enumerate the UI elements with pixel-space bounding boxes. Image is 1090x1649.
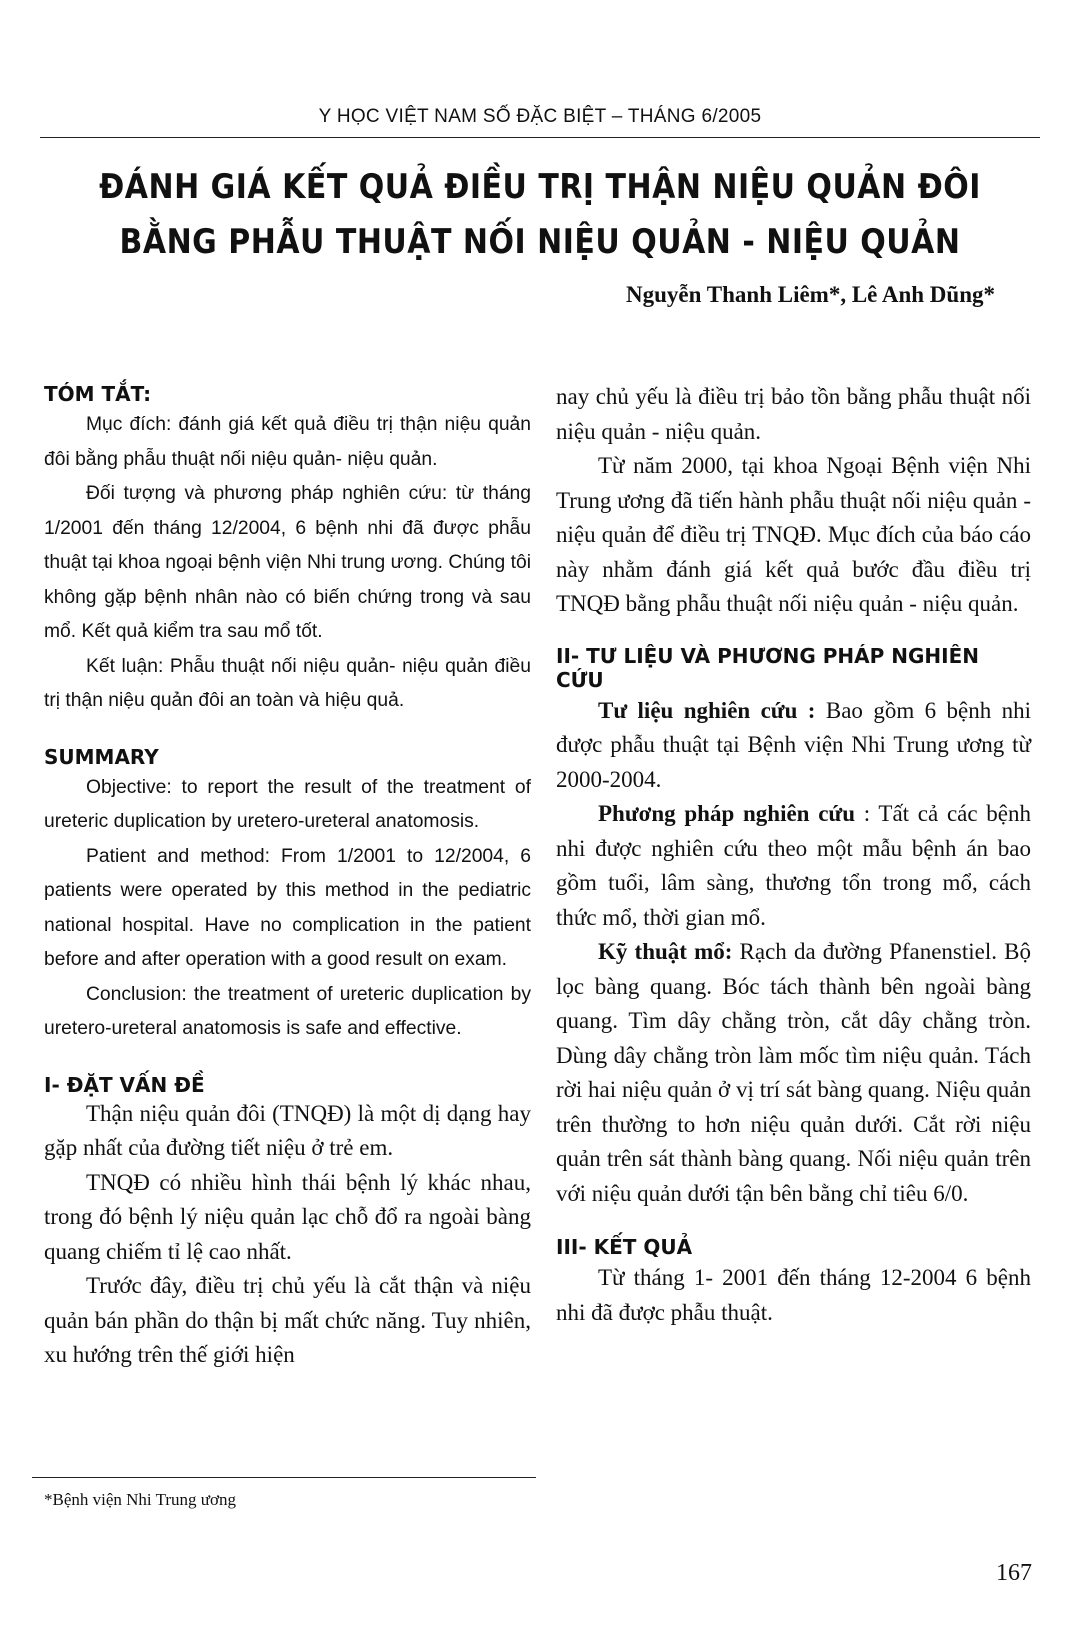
abstract-conclusion: Kết luận: Phẫu thuật nối niệu quản- niệu quản điều trị thận niệu quản đôi an toàn và hiệu quả. [44,655,531,711]
abstract-method: Đối tượng và phương pháp nghiên cứu: từ tháng 1/2001 đến tháng 12/2004, 6 bệnh nhi đã được phẫu thuật tại khoa ngoại bệnh viện Nhi trung ương. Chúng tôi không gặp bệnh nhân nào có biến chứng trong và sau mổ. Kết quả kiểm tra sau mổ tốt. [44,483,531,642]
footnote: *Bệnh viện Nhi Trung ương [44,1490,236,1509]
running-header: Y HỌC VIỆT NAM SỐ ĐẶC BIỆT – THÁNG 6/2005 [318,106,762,127]
materials-lead: Tư liệu nghiên cứu : [598,697,816,723]
section-3-heading: III- KẾT QUẢ [556,1235,693,1259]
section-1-paragraph-3-continued: nay chủ yếu là điều trị bảo tồn bằng phẫu thuật nối niệu quản - niệu quản. [556,384,1031,444]
authors: Nguyễn Thanh Liêm*, Lê Anh Dũng* [626,282,995,307]
summary-method: Patient and method: From 1/2001 to 12/2004, 6 patients were operated by this method in the pediatric national hospital. Have no complication in the patient before and after operation with a good result on exam. [44,845,531,970]
summary-objective: Objective: to report the result of the treatment of ureteric duplication by uretero-ureteral anatomosis. [44,776,531,832]
header-rule [40,137,1040,138]
summary-heading: SUMMARY [44,744,159,769]
summary-conclusion: Conclusion: the treatment of ureteric duplication by uretero-ureteral anatomosis is safe and effective. [44,983,531,1039]
section-1-paragraph-4: Từ năm 2000, tại khoa Ngoại Bệnh viện Nhi Trung ương đã tiến hành phẫu thuật nối niệu quản - niệu quản để điều trị TNQĐ. Mục đích của báo cáo này nhằm đánh giá kết quả bước đầu điều trị TNQĐ bằng phẫu thuật nối niệu quản - niệu quản. [556,453,1031,616]
right-column [556,380,1031,1330]
materials-text: Bao gồm 6 bệnh nhi được phẫu thuật tại Bệnh viện Nhi Trung ương từ 2000-2004. [556,697,1032,792]
footnote-rule [32,1477,536,1478]
technique-text: Rạch da đường Pfanenstiel. Bộ lọc bàng quang. Bóc tách thành bên ngoài bàng quang. Tìm dây chằng tròn, cắt dây chằng tròn. Dùng dây chằng tròn làm mốc tìm niệu quản. Tách rời hai niệu quản ở vị trí sát bàng quang. Niệu quản trên thường to hơn niệu quản dưới. Cắt rời niệu quản trên sát thành bàng quang. Nối niệu quản trên với niệu quản dưới tận bên bằng chỉ tiêu 6/0. [556,939,1031,1206]
abstract-heading: TÓM TẮT: [44,382,152,406]
title-line-1: ĐÁNH GIÁ KẾT QUẢ ĐIỀU TRỊ THẬN NIỆU QUẢN ĐÔI [99,167,981,208]
technique-lead: Kỹ thuật mổ: [598,939,733,964]
left-column [44,380,531,1373]
methods-lead: Phương pháp nghiên cứu [598,801,855,826]
page-number: 167 [996,1560,1032,1586]
title-line-2: BẰNG PHẪU THUẬT NỐI NIỆU QUẢN - NIỆU QUẢN [119,222,961,262]
section-1-paragraph-3: Trước đây, điều trị chủ yếu là cắt thận và niệu quản bán phần do thận bị mất chức năng. Tuy nhiên, xu hướng trên thế giới hiện [44,1273,531,1367]
article-title [60,160,1020,270]
methods-text: : Tất cả các bệnh nhi được nghiên cứu theo một mẫu bệnh án bao gồm tuổi, lâm sàng, thương tổn trong mổ, cách thức mổ, thời gian mổ. [556,801,1031,930]
section-3-paragraph-1: Từ tháng 1- 2001 đến tháng 12-2004 6 bệnh nhi đã được phẫu thuật. [556,1265,1031,1325]
section-1-paragraph-1: Thận niệu quản đôi (TNQĐ) là một dị dạng hay gặp nhất của đường tiết niệu ở trẻ em. [44,1100,531,1160]
section-1-heading: I- ĐẶT VẤN ĐỀ [44,1072,205,1097]
section-2-technique [556,935,1031,1211]
section-2-heading: II- TƯ LIỆU VÀ PHƯƠNG PHÁP NGHIÊN CỨU [556,643,979,692]
abstract-objective: Mục đích: đánh giá kết quả điều trị thận niệu quản đôi bằng phẫu thuật nối niệu quản- niệu quản. [44,414,531,470]
section-2-materials [556,694,1031,798]
section-2-methods [556,797,1031,935]
section-1-paragraph-2: TNQĐ có nhiều hình thái bệnh lý khác nhau, trong đó bệnh lý niệu quản lạc chỗ đổ ra ngoài bàng quang chiếm tỉ lệ cao nhất. [44,1169,531,1264]
